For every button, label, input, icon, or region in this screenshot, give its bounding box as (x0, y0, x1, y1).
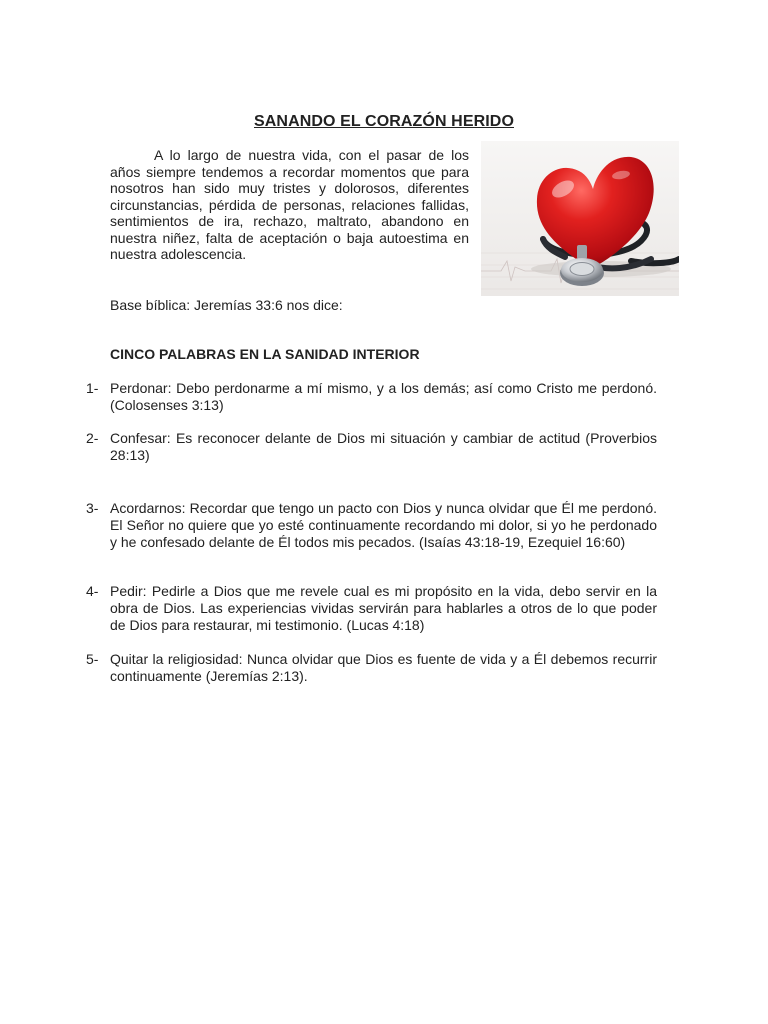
list-item-number: 3- (86, 500, 99, 516)
list-item-5 (86, 651, 657, 685)
list-item-number: 4- (86, 583, 99, 599)
list-item-number: 5- (86, 651, 99, 667)
list-item-text: Confesar: Es reconocer delante de Dios mi situación y cambiar de actitud (Proverbios 28:13) (110, 430, 657, 463)
base-biblica: Base bíblica: Jeremías 33:6 nos dice: (110, 297, 343, 313)
heart-stethoscope-photo (481, 141, 679, 296)
list-item-1 (86, 380, 657, 414)
document-title: SANANDO EL CORAZÓN HERIDO (254, 113, 514, 130)
list-item-text: Pedir: Pedirle a Dios que me revele cual es mi propósito en la vida, debo servir en la obra de Dios. Las experiencias vividas servirán para hablarles a otros de lo que poder de Dios para restaurar, mi testimonio. (Lucas 4:18) (110, 583, 657, 633)
list-item-text: Quitar la religiosidad: Nunca olvidar que Dios es fuente de vida y a Él debemos recurrir continuamente (Jeremías 2:13). (110, 651, 657, 684)
list-item-3 (86, 500, 657, 551)
intro-paragraph: A lo largo de nuestra vida, con el pasar de los años siempre tendemos a recordar momentos que para nosotros han sido muy tristes y dolorosos, diferentes circunstancias, pérdida de personas, relaciones fallidas, sentimientos de ira, rechazo, maltrato, abandono en nuestra niñez, falta de aceptación o baja autoestima en nuestra adolescencia. (110, 147, 469, 262)
list-item-4 (86, 583, 657, 634)
section-subtitle: CINCO PALABRAS EN LA SANIDAD INTERIOR (110, 346, 420, 362)
list-item-number: 2- (86, 430, 99, 446)
list-item-number: 1- (86, 380, 99, 396)
list-item-2 (86, 430, 657, 464)
list-item-text: Acordarnos: Recordar que tengo un pacto con Dios y nunca olvidar que Él me perdonó. El Señor no quiere que yo esté continuamente recordando mi dolor, si yo he perdonado y he confesado delante de Él todos mis pecados. (Isaías 43:18-19, Ezequiel 16:60) (110, 500, 657, 550)
list-item-text: Perdonar: Debo perdonarme a mí mismo, y a los demás; así como Cristo me perdonó. (Colosenses 3:13) (110, 380, 657, 413)
